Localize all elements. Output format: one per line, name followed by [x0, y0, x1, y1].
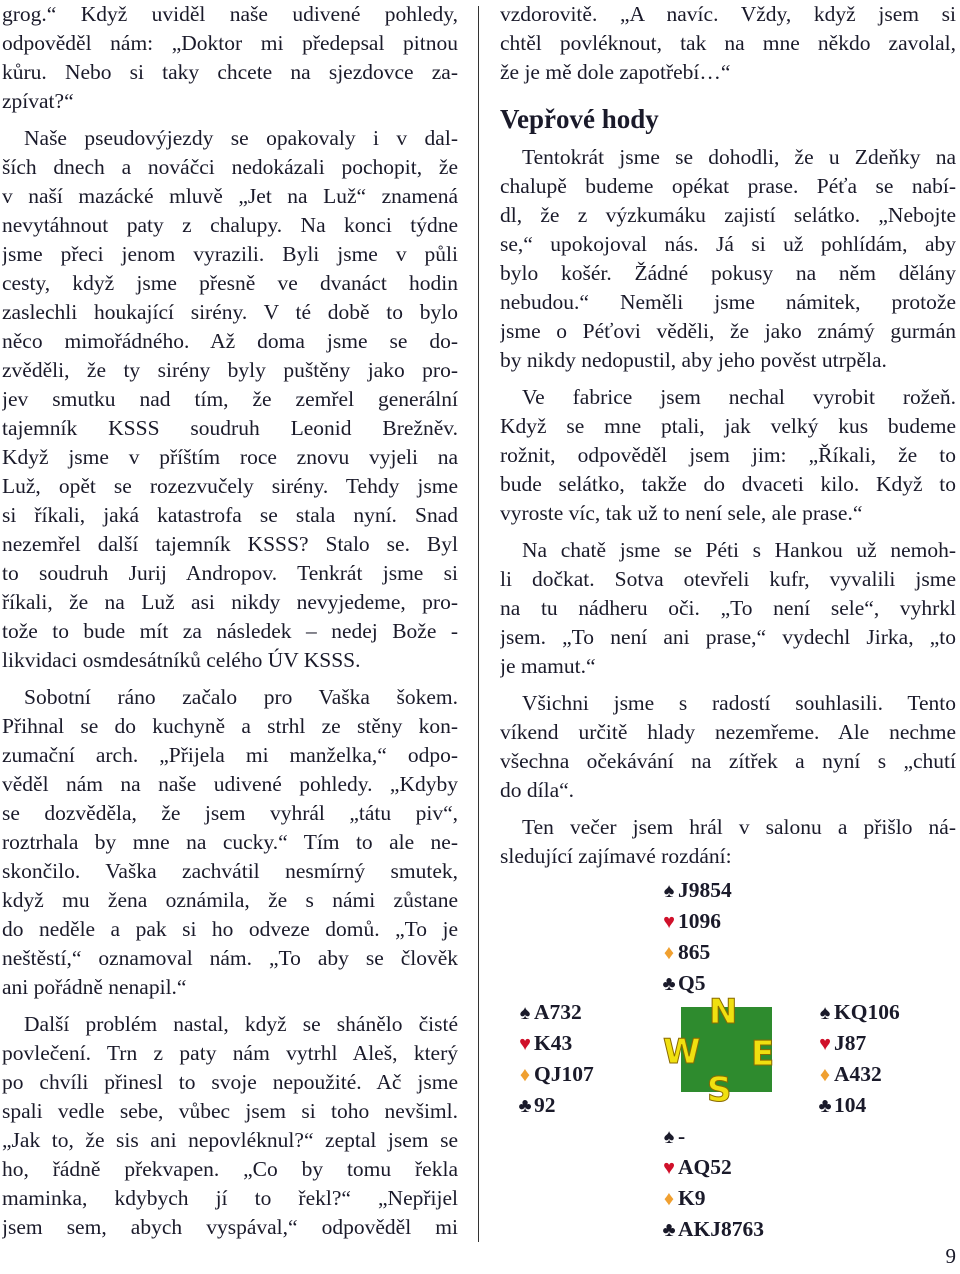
text-line: to soudruh Jurij Andropov. Tenkrát jsme si: [2, 561, 458, 585]
spade-icon: ♠: [519, 1002, 531, 1024]
club-icon: ♣: [662, 1219, 676, 1241]
diamond-icon: ♦: [819, 1064, 831, 1086]
hand-row-hearts: [660, 906, 732, 937]
hand-row-diamonds: [516, 1059, 594, 1090]
text-line: zvěděli, že ty sirény byly puštěny jako pro-: [2, 358, 458, 382]
text-line: se,“ upokojoval nás. Já si už pohlídám, aby: [500, 232, 956, 256]
hand-row-hearts: [816, 1028, 900, 1059]
hand-cards: K43: [534, 1031, 573, 1055]
text-line: chalupě budeme opékat prase. Péťa se nabí-: [500, 174, 956, 198]
paragraph: [500, 813, 956, 871]
hand-cards: AQ52: [678, 1155, 732, 1179]
text-line: do neděle a pak si ho odveze domů. „To je: [2, 917, 458, 941]
heart-icon: ♥: [519, 1033, 531, 1055]
text-line: by nikdy nedopustil, aby jeho pověst utrpěla.: [500, 348, 887, 372]
hand-cards: J87: [834, 1031, 867, 1055]
diamond-icon: ♦: [663, 1188, 675, 1210]
text-line: jsem sem, abych vyspával,“ odpověděl mi: [2, 1215, 458, 1239]
text-line: tajemník KSSS soudruh Leonid Brežněv.: [2, 416, 458, 440]
text-line: maminka, kdybych jí to řekl?“ „Nepřijel: [2, 1186, 458, 1210]
text-line: cesty, když jsme přesně ve dvanáct hodin: [2, 271, 458, 295]
club-icon: ♣: [818, 1095, 832, 1117]
text-line: sledující zajímavé rozdání:: [500, 844, 732, 868]
text-line: zpívat?“: [2, 89, 74, 113]
text-line: tože to bude mít za následek – nedej Bože -: [2, 619, 458, 643]
page-number: 9: [945, 1244, 956, 1268]
text-line: věděl nám na naše udivené pohledy. „Kdyby: [2, 772, 458, 796]
club-icon: ♣: [662, 973, 676, 995]
text-line: po chvíli přinesl to svoje nepoužité. Ač jsme: [2, 1070, 458, 1094]
text-line: jsme přeci jenom vyrazili. Byli jsme v půli: [2, 242, 458, 266]
text-line: Ve fabrice jsem nechal vyrobit rožeň.: [522, 385, 956, 409]
text-line: Přihnal se do kuchyně a strhl ze stěny kon-: [2, 714, 458, 738]
text-line: ani pořádně nenapil.“: [2, 975, 187, 999]
text-line: Když jsme v příštím roce znovu vyjeli na: [2, 445, 458, 469]
hand-row-diamonds: [660, 937, 732, 968]
hand-cards: 104: [834, 1093, 867, 1117]
text-line: Tentokrát jsme se dohodli, že u Zdeňky na: [522, 145, 956, 169]
hand-cards: 1096: [678, 909, 721, 933]
text-line: roztrhala by mne na cucky.“ Tím to ale ne-: [2, 830, 458, 854]
text-line: spali vedle sebe, vůbec jsem si toho nevšiml.: [2, 1099, 458, 1123]
text-line: jev smutku nad tím, že zemřel generální: [2, 387, 458, 411]
hand-cards: A732: [534, 1000, 582, 1024]
spade-icon: ♠: [663, 1126, 675, 1148]
text-line: si říkali, jaká katastrofa se stala nyní. Snad: [2, 503, 458, 527]
diamond-icon: ♦: [663, 942, 675, 964]
hand-cards: AKJ8763: [678, 1217, 764, 1241]
hand-cards: 865: [678, 940, 711, 964]
heart-icon: ♥: [663, 911, 675, 933]
text-line: Sobotní ráno začalo pro Vaška šokem.: [24, 685, 458, 709]
text-line: se dozvěděla, že jsem vyhrál „tátu piv“,: [2, 801, 458, 825]
spade-icon: ♠: [819, 1002, 831, 1024]
text-line: víkend určitě hlady nezemřeme. Ale nechme: [500, 720, 956, 744]
text-line: grog.“ Když uviděl naše udivené pohledy,: [2, 2, 458, 26]
hand-cards: QJ107: [534, 1062, 594, 1086]
hand-row-clubs: [660, 1214, 764, 1245]
text-line: zaslechli houkající sirény. V té době to bylo: [2, 300, 458, 324]
hand-cards: Q5: [678, 971, 706, 995]
text-line: bylo košér. Žádné pokusy na něm dělány: [500, 261, 956, 285]
hand-row-spades: [816, 997, 900, 1028]
paragraph: [2, 0, 458, 116]
text-line: ho, řádně překvapen. „Co by tomu řekla: [2, 1157, 458, 1181]
left-column: [2, 0, 458, 1242]
text-line: něco mimořádného. Až doma jsme se do-: [2, 329, 458, 353]
text-line: rožnit, odpověděl jsem jim: „Říkali, že to: [500, 443, 956, 467]
text-line: Když se mne ptali, jak velký kus budeme: [500, 414, 956, 438]
heart-icon: ♥: [819, 1033, 831, 1055]
hand-cards: J9854: [678, 878, 732, 902]
hand-row-spades: [516, 997, 594, 1028]
text-line: když mu žena oznámila, že s námi zůstane: [2, 888, 458, 912]
text-line: li dočkat. Sotva otevřeli kufr, vyvalili jsme: [500, 567, 956, 591]
compass-north: N: [709, 992, 738, 1032]
hand-cards: K9: [678, 1186, 706, 1210]
text-line: kůru. Nebo si taky chcete na sjezdovce za-: [2, 60, 458, 84]
hand-cards: 92: [534, 1093, 556, 1117]
text-line: vzdorovitě. „A navíc. Vždy, když jsem si: [500, 2, 956, 26]
text-line: jsem. „To není ani prase,“ vydechl Jirka, „to: [500, 625, 956, 649]
compass-box: [663, 992, 775, 1110]
hand-row-spades: [660, 1121, 764, 1152]
text-line: do díla“.: [500, 778, 575, 802]
compass-west: W: [663, 1032, 701, 1072]
hand-row-clubs: [816, 1090, 900, 1121]
paragraph: [500, 143, 956, 375]
paragraph: [2, 683, 458, 1002]
text-line: všechna očekávání na zítřek a nyní s „chutí: [500, 749, 956, 773]
text-line: na tu nádheru oči. „To není sele“, vyhrkl: [500, 596, 956, 620]
text-line: povlečení. Trn z paty nám vytrhl Aleš, který: [2, 1041, 458, 1065]
paragraph: [500, 689, 956, 805]
compass-south: S: [707, 1070, 732, 1110]
text-line: neštěstí,“ oznamoval nám. „To aby se člověk: [2, 946, 458, 970]
text-line: „Jak to, že sis ani nepovléknul?“ zeptal jsem se: [2, 1128, 458, 1152]
text-line: ších dnech a nováčci nedokázali pochopit, že: [2, 155, 458, 179]
compass-east: E: [751, 1034, 775, 1074]
hand-east: [816, 997, 900, 1121]
hand-row-diamonds: [816, 1059, 900, 1090]
diamond-icon: ♦: [519, 1064, 531, 1086]
text-line: dl, že z výzkumáku zajistí selátko. „Nebojte: [500, 203, 956, 227]
text-line: Naše pseudovýjezdy se opakovaly i v dal-: [24, 126, 458, 150]
text-line: Další problém nastal, když se shánělo čisté: [24, 1012, 458, 1036]
text-line: Ten večer jsem hrál v salonu a přišlo ná-: [522, 815, 956, 839]
section-heading: Vepřové hody: [500, 104, 659, 134]
hand-row-hearts: [516, 1028, 594, 1059]
text-line: skončilo. Vaška zachvátil nesmírný smutek,: [2, 859, 458, 883]
intro-paragraph: [500, 0, 956, 87]
text-line: vyroste víc, tak už to není sele, ale prase.“: [500, 501, 863, 525]
hand-cards: A432: [834, 1062, 882, 1086]
text-line: Na chatě jsme se Péti s Hankou už nemoh-: [522, 538, 956, 562]
column-divider: [478, 6, 479, 1242]
text-line: zumační arch. „Přijela mi manželka,“ odpo-: [2, 743, 458, 767]
text-line: likvidaci osmdesátníků celého ÚV KSSS.: [2, 648, 361, 672]
heart-icon: ♥: [663, 1157, 675, 1179]
paragraph: [500, 536, 956, 681]
text-line: že je mě dole zapotřebí…“: [500, 60, 731, 84]
spade-icon: ♠: [663, 880, 675, 902]
hand-south: [660, 1121, 764, 1245]
club-icon: ♣: [518, 1095, 532, 1117]
paragraph: [2, 1010, 458, 1242]
hand-row-hearts: [660, 1152, 764, 1183]
hand-west: [516, 997, 594, 1121]
text-line: odpověděl nám: „Doktor mi předepsal pitnou: [2, 31, 458, 55]
text-line: bude selátko, takže do dvaceti kilo. Když to: [500, 472, 956, 496]
hand-row-clubs: [516, 1090, 594, 1121]
text-line: Všichni jsme s radostí souhlasili. Tento: [522, 691, 956, 715]
text-line: nevytáhnout paty z chalupy. Na konci týdne: [2, 213, 458, 237]
text-line: v naší mazácké mluvě „Jet na Luž“ znamená: [2, 184, 458, 208]
text-line: Luž, opět se rozezvučely sirény. Tehdy jsme: [2, 474, 458, 498]
hand-north: [660, 875, 732, 999]
text-line: je mamut.“: [500, 654, 596, 678]
right-column: [500, 0, 956, 871]
paragraph: [500, 383, 956, 528]
paragraph: [2, 124, 458, 675]
hand-cards: KQ106: [834, 1000, 900, 1024]
hand-row-diamonds: [660, 1183, 764, 1214]
hand-row-spades: [660, 875, 732, 906]
text-line: jsme o Péťovi věděli, že jako známý gurmán: [500, 319, 956, 343]
text-line: chtěl povléknout, tak na mne někdo zavolal,: [500, 31, 956, 55]
text-line: říkali, že na Luž asi nikdy nevyjedeme, pro-: [2, 590, 458, 614]
hand-cards: -: [678, 1124, 686, 1148]
text-line: nebudou.“ Neměli jsme námitek, protože: [500, 290, 956, 314]
text-line: nezemřel další tajemník KSSS? Stalo se. Byl: [2, 532, 458, 556]
